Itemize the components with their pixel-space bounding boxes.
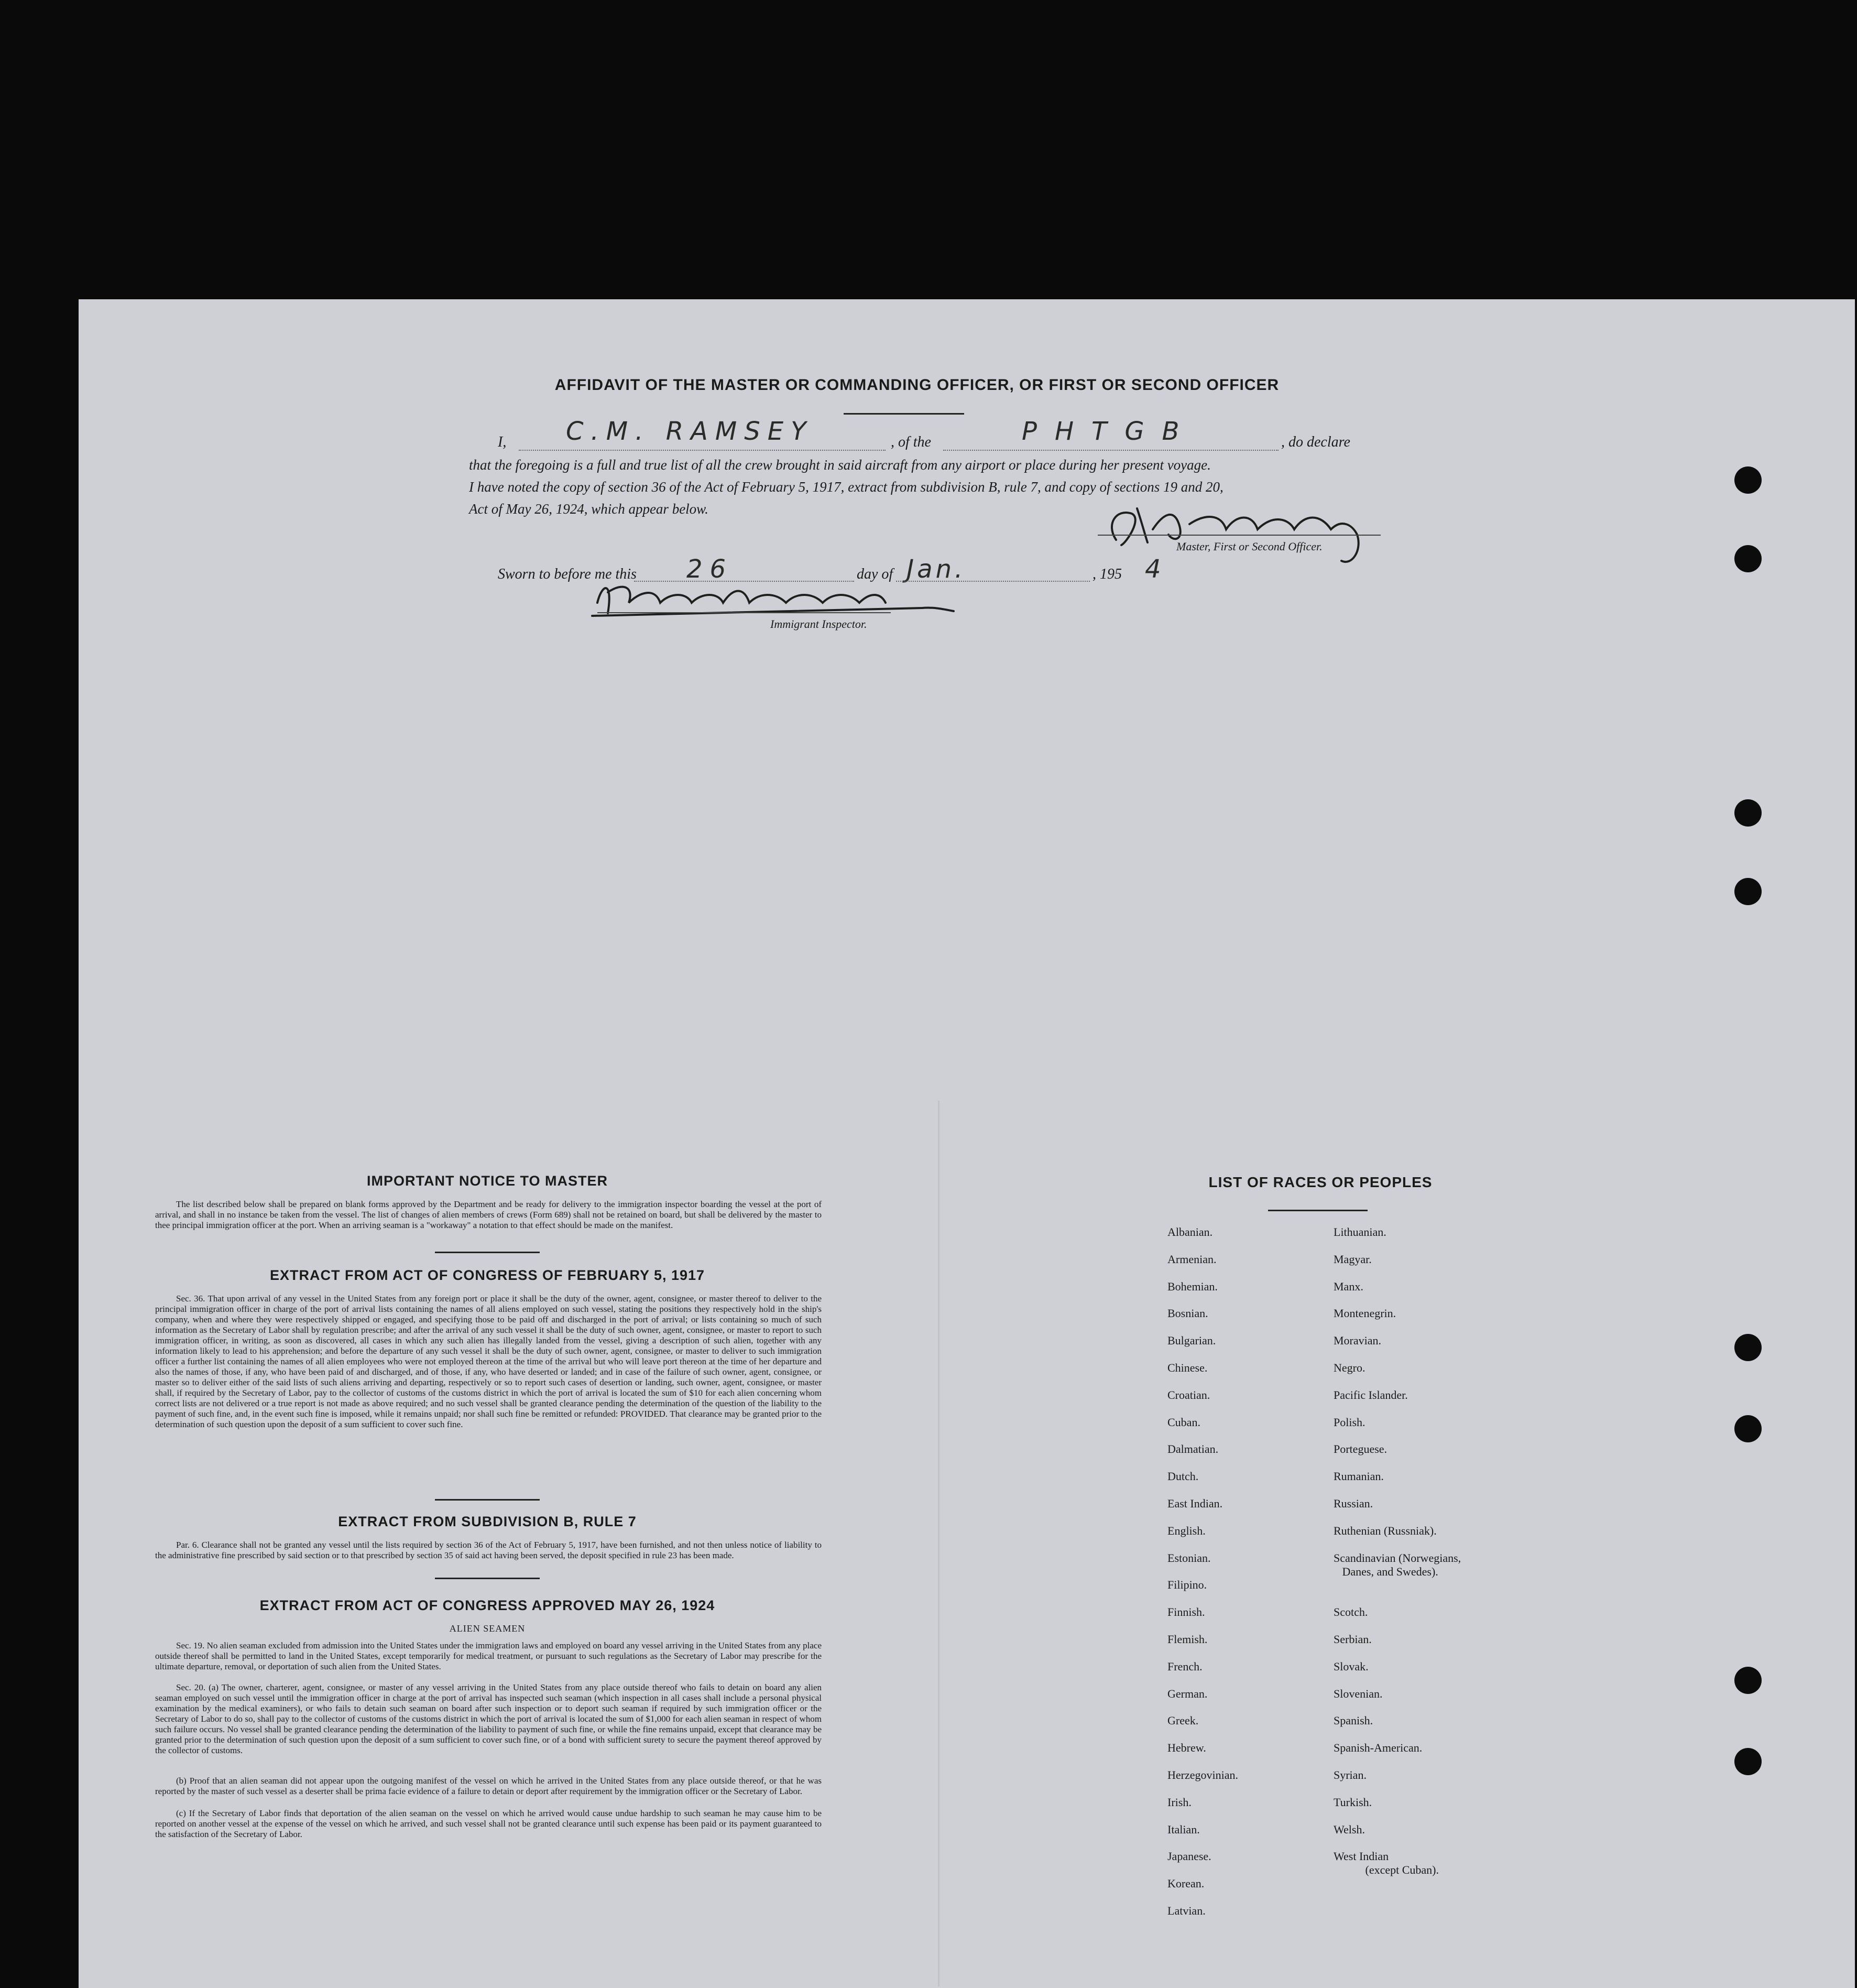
race-item: Croatian. xyxy=(1167,1388,1210,1402)
title-rule xyxy=(844,413,964,415)
master-caption: Master, First or Second Officer. xyxy=(1176,540,1323,553)
aircraft-line xyxy=(943,450,1279,451)
extract-1924-subtitle: ALIEN SEAMEN xyxy=(449,1623,526,1634)
binder-hole xyxy=(1734,799,1762,827)
extract-1917-title: EXTRACT FROM ACT OF CONGRESS OF FEBRUARY 5, 1917 xyxy=(269,1267,705,1283)
race-item: Spanish. xyxy=(1334,1714,1373,1728)
race-item: Porteguese. xyxy=(1334,1442,1388,1456)
race-item: Polish. xyxy=(1334,1415,1366,1429)
binder-hole xyxy=(1734,878,1762,905)
notice-text: The list described below shall be prepared on blank forms approved by the Department and be ready for delivery to the immigration inspector boarding the vessel at the port of arrival, and shall in no instance be taken from the vessel. The list of changes of alien members of crews (Form 689) shall not be retained on board, but shall be delivered by the master to thee principal immigration officer at the port. When an arriving seaman is a "workaway" a notation to that effect should be made on the manifest. xyxy=(155,1199,822,1230)
race-item: Bosnian. xyxy=(1167,1307,1208,1320)
name-line xyxy=(519,450,886,451)
master-signature xyxy=(1095,493,1378,571)
binder-hole xyxy=(1734,466,1762,494)
year-handwritten: 4 xyxy=(1145,555,1168,584)
notice-title: IMPORTANT NOTICE TO MASTER xyxy=(367,1173,608,1189)
year-prefix: , 195 xyxy=(1093,566,1122,582)
race-item: Cuban. xyxy=(1167,1415,1200,1429)
race-item: Welsh. xyxy=(1334,1822,1365,1836)
races-title: LIST OF RACES OR PEOPLES xyxy=(1208,1174,1433,1190)
inspector-signature-line xyxy=(597,612,891,613)
binder-hole xyxy=(1734,1667,1762,1694)
race-item: Lithuanian. xyxy=(1334,1225,1386,1239)
aircraft-handwritten: PHTGB xyxy=(1022,417,1197,446)
race-item: German. xyxy=(1167,1687,1208,1700)
race-item: Pacific Islander. xyxy=(1334,1388,1408,1402)
race-item: Montenegrin. xyxy=(1334,1307,1396,1320)
rule7-rule xyxy=(435,1578,540,1579)
race-item: Moravian. xyxy=(1334,1334,1382,1348)
race-item: Slovenian. xyxy=(1334,1687,1383,1700)
race-item: Flemish. xyxy=(1167,1633,1208,1646)
race-item: Syrian. xyxy=(1334,1768,1367,1781)
race-item: Chinese. xyxy=(1167,1361,1208,1374)
race-item: Negro. xyxy=(1334,1361,1366,1374)
race-item: West Indian (except Cuban). xyxy=(1334,1850,1439,1877)
extract-1917-text: Sec. 36. That upon arrival of any vessel in the United States from any foreign port or place it shall be the duty of the owner, agent, consignee, or master thereof to deliver to the principal immigration officer in charge of the port of arrival lists containing the names of all aliens employed on such vessel, stating the positions they respectively hold in the ship's company, when and where they were respectively shipped or engaged, and specifying those to be paid off and discharged in the port of arrival; or lists containing so much of such information as the Secretary of Labor shall by regulation prescribe; and after the arrival of any such vessel it shall be the duty of such owner, agent, consignee, or master to report to such immigration officer, in writing, as soon as discovered, all cases in which any such alien has illegally landed from the vessel, giving a description of such alien, together with any information likely to lead to his apprehension; and before the departure of any such vessel it shall be the duty of such owner, agent, consignee, or master to deliver to such immigration officer a further list containing the names of all alien employees who were not employed thereon at the time of the arrival but who will leave port thereon at the time of her departure and also the names of those, if any, who have been paid of and discharged, and of those, if any, who have deserted or landed; and in case of the failure of such owner, agent, consignee, or master so to deliver either of the said lists of such aliens arriving and departing, respectively or so to report such cases of desertion or landing, such owner, agent, consignee, or master shall, if required by the Secretary of Labor, pay to the collector of customs of the customs district in which the port of arrival is located the sum of $10 for each alien concerning whom correct lists are not delivered or a true report is not made as above required; and no such vessel shall be granted clearance pending the determination of the question of the liability to the payment of such fine, and, in the event such fine is imposed, while it remains unpaid; nor shall such fine be remitted or refunded: PROVIDED. That clearance may be granted prior to the determination of such question upon the deposit of a sum sufficient to cover such fine. xyxy=(155,1294,822,1429)
race-item: Korean. xyxy=(1167,1877,1205,1891)
affidavit-line-2: that the foregoing is a full and true list of all the crew brought in said aircraft from any airport or place during her present voyage. xyxy=(469,457,1211,473)
race-item: Manx. xyxy=(1334,1279,1363,1293)
rule7-title: EXTRACT FROM SUBDIVISION B, RULE 7 xyxy=(338,1514,637,1529)
day-of-label: day of xyxy=(857,566,893,582)
extract-1924-sec20a: Sec. 20. (a) The owner, charterer, agent, consignee, or master of any vessel arriving in the United States from any place outside thereof who fails to detain on board any alien seaman employed on such vessel until the immigration officer in charge at the port of arrival has inspected such seaman (which inspection in all cases shall include a personal physical examination by the medical examiners), or who fails to detain such seaman on board after such inspection or to deport such seaman if required by such immigration officer or the Secretary of Labor to do so, shall pay to the collector of customs of the customs district in which the port of arrival is located the sum of $1,000 for each alien seaman in respect of whom such failure occurs. No vessel shall be granted clearance pending the determination of the liability to payment of such fine, or while the fine remains unpaid, except that clearance may be granted prior to the determination of such question upon the deposit of a sum sufficient to cover such fine, or of a bond with sufficient surety to secure the payment thereof approved by the collector of customs. xyxy=(155,1682,822,1755)
rule7-text: Par. 6. Clearance shall not be granted any vessel until the lists required by section 36 of the Act of February 5, 1917, have been furnished, and not then unless notice of liability to the administrative fine prescribed by said section or to that prescribed by section 35 of said act having been served, the deposit specified in rule 23 has been made. xyxy=(155,1540,822,1560)
binder-hole xyxy=(1734,1748,1762,1775)
affidavit-i-label: I, xyxy=(498,434,507,450)
race-item: Herzegovinian. xyxy=(1167,1768,1238,1781)
race-item: Albanian. xyxy=(1167,1225,1213,1239)
race-item: Finnish. xyxy=(1167,1605,1205,1619)
extract-1924-sec19: Sec. 19. No alien seaman excluded from admission into the United States under the immigration laws and employed on board any vessel arriving in the United States from any place outside thereof shall be permitted to land in the United States, except temporarily for medical treatment, or pursuant to such regulations as the Secretary of Labor may prescribe for the ultimate departure, removal, or deportation of such alien from the United States. xyxy=(155,1641,822,1671)
race-item: Slovak. xyxy=(1334,1659,1369,1673)
notice-rule xyxy=(435,1252,540,1253)
race-item: Magyar. xyxy=(1334,1252,1372,1266)
race-item: Irish. xyxy=(1167,1795,1192,1809)
master-signature-line xyxy=(1098,535,1381,536)
do-declare-label: , do declare xyxy=(1281,434,1350,450)
race-item: Armenian. xyxy=(1167,1252,1217,1266)
extract-1924-title: EXTRACT FROM ACT OF CONGRESS APPROVED MAY 26, 1924 xyxy=(259,1598,715,1613)
race-item: Hebrew. xyxy=(1167,1741,1206,1755)
race-item: Estonian. xyxy=(1167,1551,1211,1565)
binder-hole xyxy=(1734,1415,1762,1442)
race-item: Russian. xyxy=(1334,1497,1373,1510)
day-handwritten: 26 xyxy=(686,555,734,584)
race-item: Turkish. xyxy=(1334,1795,1372,1809)
race-item: East Indian. xyxy=(1167,1497,1223,1510)
race-item: Ruthenian (Russniak). xyxy=(1334,1524,1437,1537)
race-item: Italian. xyxy=(1167,1822,1200,1836)
master-name-handwritten: C.M. RAMSEY xyxy=(566,417,814,446)
extract-1924-sec20b: (b) Proof that an alien seaman did not appear upon the outgoing manifest of the vessel on which he arrived in the United States from any place outside thereof, or that he was reported by the master of such vessel as a deserter shall be prima facie evidence of a failure to detain or deport after requirement by the immigration officer or the Secretary of Labor. xyxy=(155,1776,822,1796)
race-item: Dutch. xyxy=(1167,1470,1199,1483)
race-item: Dalmatian. xyxy=(1167,1442,1219,1456)
race-item: French. xyxy=(1167,1659,1203,1673)
race-item: Bohemian. xyxy=(1167,1279,1218,1293)
page-fold xyxy=(938,1101,940,1986)
of-the-label: , of the xyxy=(891,434,931,450)
month-handwritten: Jan. xyxy=(906,555,966,584)
race-item: Japanese. xyxy=(1167,1850,1211,1863)
races-rule xyxy=(1268,1210,1368,1211)
race-item: English. xyxy=(1167,1524,1206,1537)
race-item: Greek. xyxy=(1167,1714,1199,1728)
sworn-label: Sworn to before me this xyxy=(498,566,637,582)
race-item: Serbian. xyxy=(1334,1633,1372,1646)
race-item: Spanish-American. xyxy=(1334,1741,1423,1755)
race-item: Bulgarian. xyxy=(1167,1334,1216,1348)
extract-1917-rule xyxy=(435,1499,540,1501)
race-item: Rumanian. xyxy=(1334,1470,1384,1483)
affidavit-line-4: Act of May 26, 1924, which appear below. xyxy=(469,501,708,517)
race-item: Latvian. xyxy=(1167,1904,1206,1917)
affidavit-title: AFFIDAVIT OF THE MASTER OR COMMANDING OFFICER, OR FIRST OR SECOND OFFICER xyxy=(554,376,1280,394)
race-item: Scotch. xyxy=(1334,1605,1368,1619)
extract-1924-sec20c: (c) If the Secretary of Labor finds that deportation of the alien seaman on the vessel on which he arrived would cause undue hardship to such seaman he may cause him to be reported on another vessel at the expense of the vessel on which he arrived, and such vessel shall not be granted clearance until such expense has been paid or its payment guaranteed to the satisfaction of the Secretary of Labor. xyxy=(155,1808,822,1839)
race-item: Filipino. xyxy=(1167,1578,1207,1592)
inspector-caption: Immigrant Inspector. xyxy=(770,617,867,631)
binder-hole xyxy=(1734,1334,1762,1361)
race-item: Scandinavian (Norwegians, Danes, and Swedes). xyxy=(1334,1551,1461,1578)
binder-hole xyxy=(1734,545,1762,572)
affidavit-line-3: I have noted the copy of section 36 of the Act of February 5, 1917, extract from subdivision B, rule 7, and copy of sections 19 and 20, xyxy=(469,479,1224,495)
